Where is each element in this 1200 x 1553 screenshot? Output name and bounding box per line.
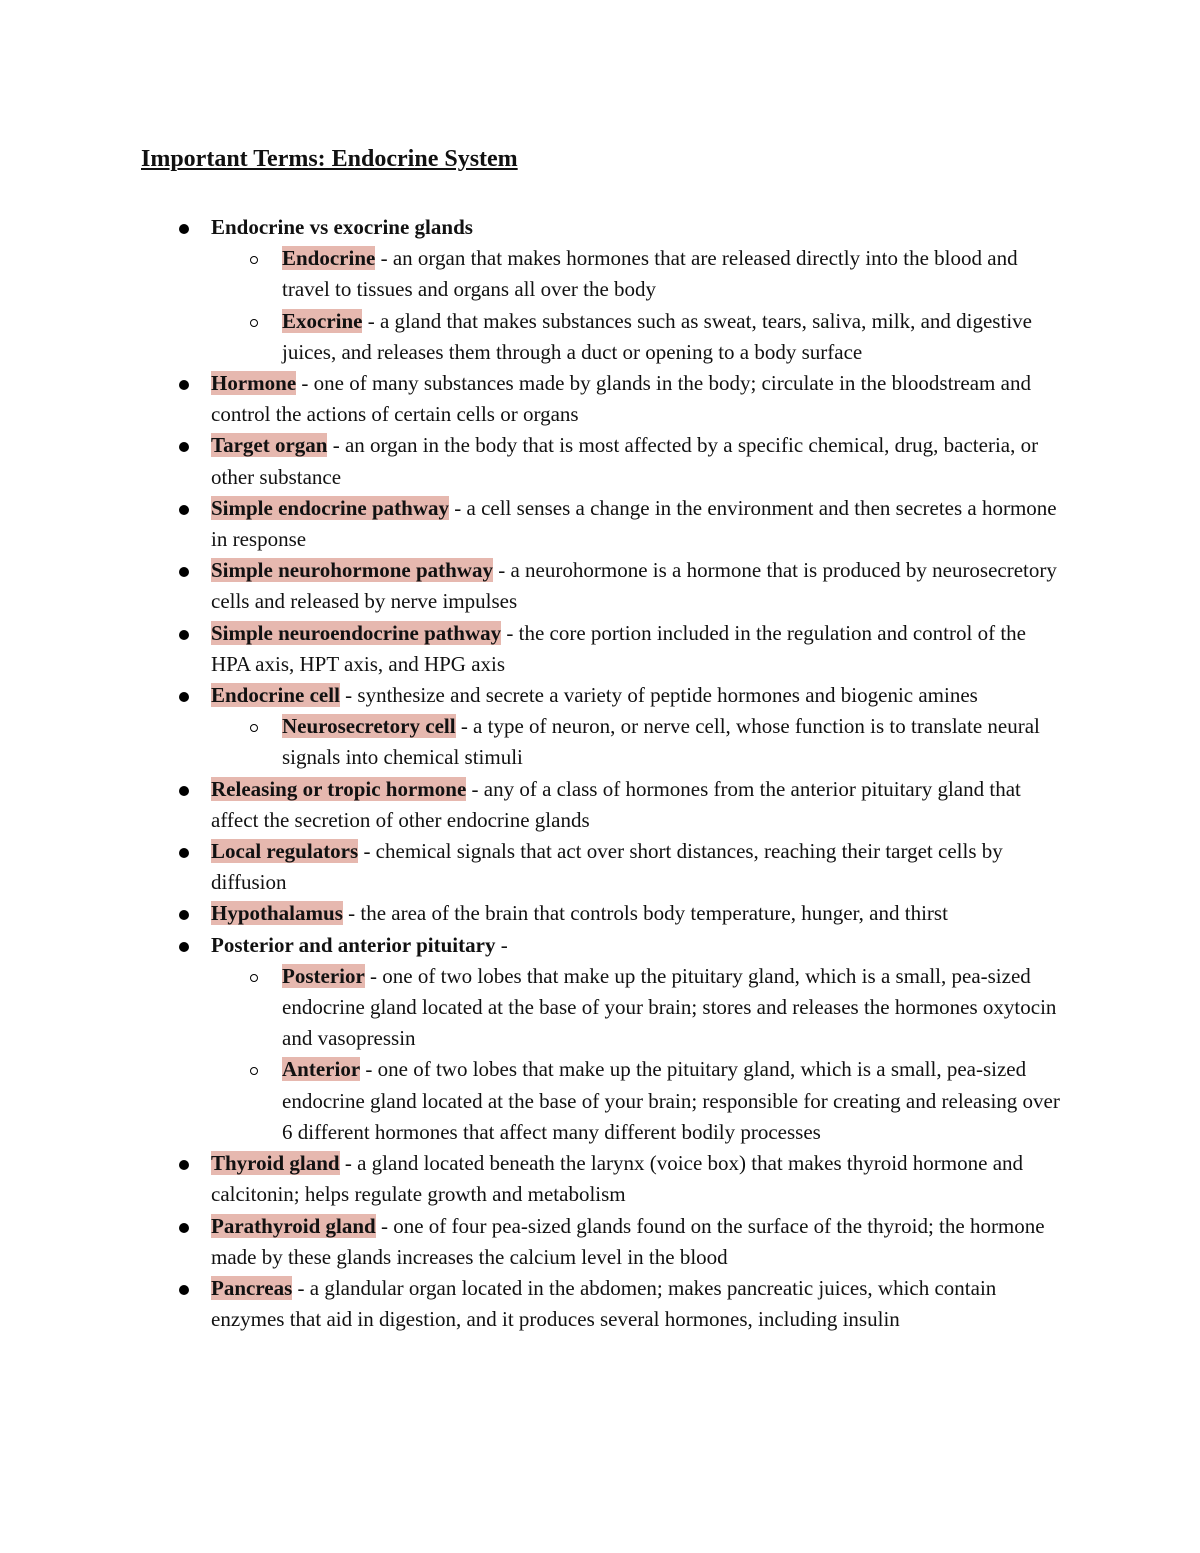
bullet-icon (179, 380, 189, 390)
list-item (0, 212, 1200, 243)
hollow-bullet-icon (250, 724, 258, 732)
definition: - the area of the brain that controls body temperature, hunger, and thirst (342, 901, 948, 926)
term: Posterior (282, 963, 365, 988)
bullet-icon (179, 1223, 189, 1233)
bullet-icon (179, 692, 189, 702)
terms-list (0, 212, 1200, 1335)
list-item (0, 930, 1200, 961)
term: Thyroid gland (211, 1151, 340, 1176)
definition: - a neurohormone is a hormone that is produced by neurosecretory cells and released by nerve impulses (211, 558, 1057, 614)
bullet-icon (179, 910, 189, 920)
list-item (0, 1273, 1200, 1335)
definition: - a cell senses a change in the environment and then secretes a hormone in response (211, 495, 1057, 552)
list-item (0, 1148, 1200, 1210)
term: Endocrine vs exocrine glands (211, 215, 473, 239)
definition: - (495, 932, 508, 957)
definition: - an organ that makes hormones that are released directly into the blood and travel to tissues and organs all over the body (282, 246, 1018, 302)
term: Endocrine (282, 246, 376, 271)
term: Local regulators (211, 839, 359, 864)
bullet-icon (179, 848, 189, 858)
list-item (0, 774, 1200, 836)
term: Anterior (282, 1057, 361, 1082)
term: Hormone (211, 371, 297, 396)
bullet-icon (179, 442, 189, 452)
term: Neurosecretory cell (282, 714, 456, 739)
bullet-icon (179, 1285, 189, 1295)
sub-list-item (0, 1054, 1200, 1148)
term: Simple neuroendocrine pathway (211, 620, 502, 645)
sub-list-item (0, 243, 1200, 305)
term: Hypothalamus (211, 901, 343, 926)
list-item (0, 555, 1200, 617)
hollow-bullet-icon (250, 256, 258, 264)
bullet-icon (179, 505, 189, 515)
hollow-bullet-icon (250, 319, 258, 327)
hollow-bullet-icon (250, 974, 258, 982)
term: Posterior and anterior pituitary (211, 932, 496, 957)
list-item (0, 368, 1200, 430)
list-item (0, 493, 1200, 555)
definition: - a gland located beneath the larynx (voice box) that makes thyroid hormone and calcitonin; helps regulate growth and metabolism (211, 1151, 1024, 1207)
definition: - a gland that makes substances such as sweat, tears, saliva, milk, and digestive juices, and releases them through a duct or opening to a body surface (282, 308, 1032, 364)
bullet-icon (179, 567, 189, 577)
term: Parathyroid gland (211, 1213, 376, 1238)
term: Simple endocrine pathway (211, 495, 450, 520)
list-item (0, 898, 1200, 929)
definition: - chemical signals that act over short distances, reaching their target cells by diffusion (211, 839, 1003, 895)
bullet-icon (179, 786, 189, 796)
definition: - synthesize and secrete a variety of peptide hormones and biogenic amines (339, 683, 978, 708)
list-item (0, 836, 1200, 898)
term: Exocrine (282, 308, 363, 333)
list-item (0, 430, 1200, 492)
list-item (0, 618, 1200, 680)
definition: - one of two lobes that make up the pituitary gland, which is a small, pea-sized endocrine gland located at the base of your brain; stores and releases the hormones oxytocin and vasopressin (282, 963, 1057, 1051)
term: Endocrine cell (211, 683, 340, 708)
sub-list-item (0, 961, 1200, 1055)
definition: - the core portion included in the regulation and control of the HPA axis, HPT axis, and HPG axis (211, 620, 1026, 676)
term: Pancreas (211, 1275, 293, 1300)
definition: - one of two lobes that make up the pituitary gland, which is a small, pea-sized endocrine gland located at the base of your brain; responsible for creating and releasing over 6 different hormones that affect many different bodily processes (282, 1057, 1060, 1144)
term: Releasing or tropic hormone (211, 776, 467, 801)
list-item (0, 680, 1200, 711)
bullet-icon (179, 942, 189, 952)
sub-list-item (0, 306, 1200, 368)
definition: - an organ in the body that is most affected by a specific chemical, drug, bacteria, or other substance (211, 433, 1039, 489)
page-title: Important Terms: Endocrine System (141, 146, 518, 172)
bullet-icon (179, 1160, 189, 1170)
definition: - a type of neuron, or nerve cell, whose function is to translate neural signals into chemical stimuli (282, 714, 1040, 770)
bullet-icon (179, 630, 189, 640)
bullet-icon (179, 224, 189, 234)
term: Target organ (211, 433, 328, 458)
list-item (0, 1211, 1200, 1273)
definition: - a glandular organ located in the abdomen; makes pancreatic juices, which contain enzymes that aid in digestion, and it produces several hormones, including insulin (211, 1275, 997, 1332)
definition: - any of a class of hormones from the anterior pituitary gland that affect the secretion of other endocrine glands (211, 776, 1021, 832)
term: Simple neurohormone pathway (211, 558, 493, 583)
definition: - one of many substances made by glands in the body; circulate in the bloodstream and control the actions of certain cells or organs (211, 371, 1031, 427)
definition: - one of four pea-sized glands found on the surface of the thyroid; the hormone made by these glands increases the calcium level in the blood (211, 1213, 1045, 1269)
sub-list-item (0, 711, 1200, 773)
hollow-bullet-icon (250, 1067, 258, 1075)
